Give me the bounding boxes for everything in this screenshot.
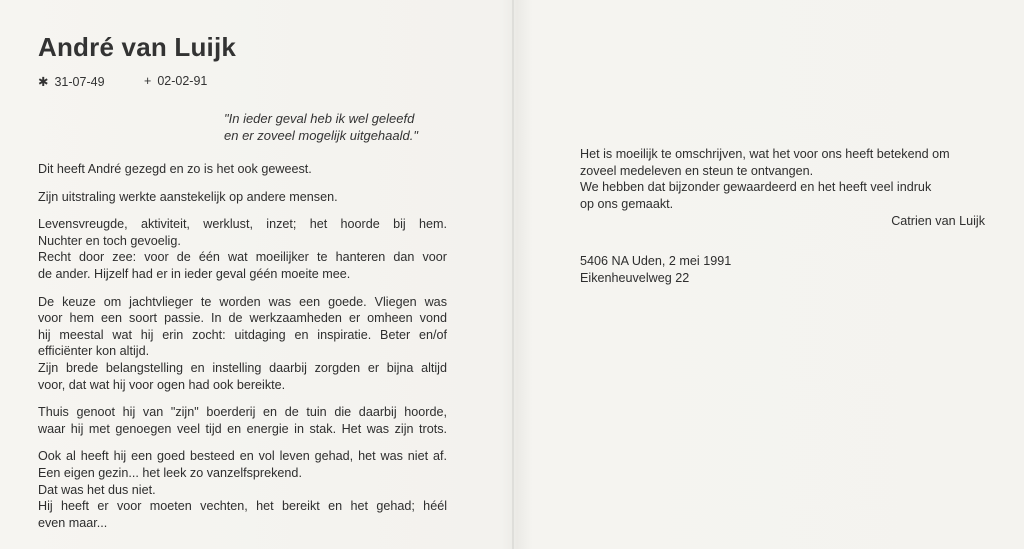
thanks-text <box>580 146 985 212</box>
signature: Catrien van Luijk <box>891 214 985 229</box>
quote-line: en er zoveel mogelijk uitgehaald." <box>224 128 418 143</box>
death-symbol: + <box>144 74 152 88</box>
text-line: voor hem een soort passie. In de werkzaamheden er omheen vond <box>38 311 447 326</box>
birth-symbol: ✱ <box>38 75 49 89</box>
text-line: De keuze om jachtvlieger te worden was een goede. Vliegen was <box>38 294 447 309</box>
text-line: We hebben dat bijzonder gewaardeerd en het heeft veel indruk <box>580 180 932 195</box>
text-line: Zijn brede belangstelling en instelling daarbij zorgden er bijna altijd <box>38 360 447 375</box>
text-line: de ander. Hijzelf had er in ieder geval géén moeite mee. <box>38 266 351 281</box>
text-line: zoveel medeleven en steun te ontvangen. <box>580 163 814 178</box>
tribute-text <box>38 161 447 531</box>
deceased-name: André van Luijk <box>38 32 237 62</box>
paragraph <box>38 161 447 178</box>
text-line: Ook al heeft hij een goed besteed en vol leven gehad, het was niet af. <box>38 449 447 464</box>
card-fold <box>512 0 514 549</box>
text-line: Hij heeft er voor moeten vechten, het bereikt en het gehad; héél <box>38 499 447 514</box>
address <box>580 253 985 286</box>
paragraph <box>38 189 447 206</box>
quote <box>224 110 464 144</box>
left-page <box>38 30 458 542</box>
text-line: Het is moeilijk te omschrijven, wat het voor ons heeft betekend om <box>580 147 950 161</box>
paragraph <box>38 404 447 437</box>
birth-date <box>38 74 105 89</box>
text-line: waar hij met genoegen veel tijd en energie in stak. Het was zijn trots. <box>38 421 447 436</box>
paragraph <box>38 448 447 531</box>
text-line: Dat was het dus niet. <box>38 482 156 497</box>
text-line: Zijn uitstraling werkte aanstekelijk op andere mensen. <box>38 189 338 204</box>
death-date <box>144 74 207 88</box>
text-line: Een eigen gezin... het leek zo vanzelfsprekend. <box>38 465 302 480</box>
paragraph <box>38 294 447 394</box>
text-line: even maar... <box>38 515 108 530</box>
text-line: Dit heeft André gezegd en zo is het ook geweest. <box>38 162 312 176</box>
text-line: voor, dat wat hij voor ogen had ook bereikte. <box>38 377 286 392</box>
paragraph <box>38 216 447 282</box>
quote-line: "In ieder geval heb ik wel geleefd <box>224 111 415 126</box>
text-line: Thuis genoot hij van "zijn" boerderij en de tuin die daarbij hoorde, <box>38 405 447 420</box>
text-line: hij meestal wat hij erin zocht: uitdaging en inspiratie. Beter en/of <box>38 327 447 342</box>
death-date-value: 02-02-91 <box>157 74 208 88</box>
right-page <box>580 146 985 286</box>
address-line: 5406 NA Uden, 2 mei 1991 <box>580 253 732 268</box>
life-dates <box>38 74 458 92</box>
text-line: Recht door zee: voor de één wat moeilijker te hanteren dan voor <box>38 250 447 265</box>
text-line: Nuchter en toch gevoelig. <box>38 233 181 248</box>
address-line: Eikenheuvelweg 22 <box>580 270 690 285</box>
text-line: Levensvreugde, aktiviteit, werklust, inzet; het hoorde bij hem. <box>38 217 447 232</box>
text-line: efficiënter kon altijd. <box>38 344 150 359</box>
text-line: op ons gemaakt. <box>580 196 674 211</box>
birth-date-value: 31-07-49 <box>54 75 105 89</box>
